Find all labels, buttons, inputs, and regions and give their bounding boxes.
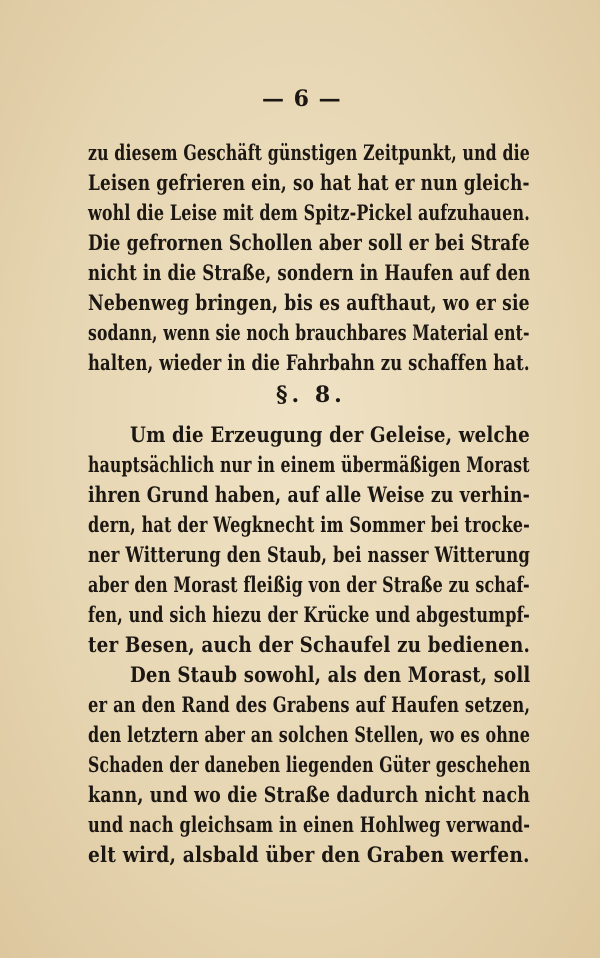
section-heading-text: §. 8. xyxy=(276,382,346,408)
paragraph-3-line: er an den Rand des Grabens auf Haufen setzen, xyxy=(88,692,531,717)
paragraph-1-line: Die gefrornen Schollen aber soll er bei Strafe xyxy=(88,230,530,255)
page-number-text: — 6 — xyxy=(262,86,342,112)
paragraph-3-line: Schaden der daneben liegenden Güter geschehen xyxy=(88,752,531,777)
paragraph-2-line: ihren Grund haben, auf alle Weise zu verhin- xyxy=(88,482,530,507)
paragraph-2-line: fen, und sich hiezu der Krücke und abgestumpf- xyxy=(88,602,530,627)
paragraph-2-line: ter Besen, auch der Schaufel zu bedienen. xyxy=(88,632,531,657)
paragraph-2-line: dern, hat der Wegknecht im Sommer bei trocke- xyxy=(88,512,530,537)
paragraph-3-line: kann, und wo die Straße dadurch nicht nach xyxy=(88,782,531,807)
paragraph-3-line: elt wird, alsbald über den Graben werfen. xyxy=(88,842,530,867)
paragraph-1-line: zu diesem Geschäft günstigen Zeitpunkt, und die xyxy=(88,140,530,165)
paragraph-1-line: nicht in die Straße, sondern in Haufen auf den xyxy=(88,260,531,285)
paragraph-1-line: halten, wieder in die Fahrbahn zu schaffen hat. xyxy=(88,350,530,375)
paragraph-1-line: wohl die Leise mit dem Spitz-Pickel aufzuhauen. xyxy=(88,200,530,225)
paragraph-2-line: hauptsächlich nur in einem übermäßigen Morast xyxy=(88,452,530,477)
paragraph-1-line: Nebenweg bringen, bis es aufthaut, wo er sie xyxy=(88,290,530,315)
paragraph-3-line: und nach gleichsam in einen Hohlweg verwand- xyxy=(88,812,531,837)
paragraph-2-line: ner Witterung den Staub, bei nasser Witterung xyxy=(88,542,531,567)
paragraph-2-line: aber den Morast fleißig von der Straße zu schaf- xyxy=(88,572,530,597)
paragraph-3-line: Den Staub sowohl, als den Morast, soll xyxy=(130,662,531,687)
paragraph-3-line: den letztern aber an solchen Stellen, wo es ohne xyxy=(88,722,531,747)
paragraph-2-line: Um die Erzeugung der Geleise, welche xyxy=(130,422,530,447)
paragraph-1-line: Leisen gefrieren ein, so hat hat er nun gleich- xyxy=(88,170,530,195)
paragraph-1-line: sodann, wenn sie noch brauchbares Material ent- xyxy=(88,320,530,345)
